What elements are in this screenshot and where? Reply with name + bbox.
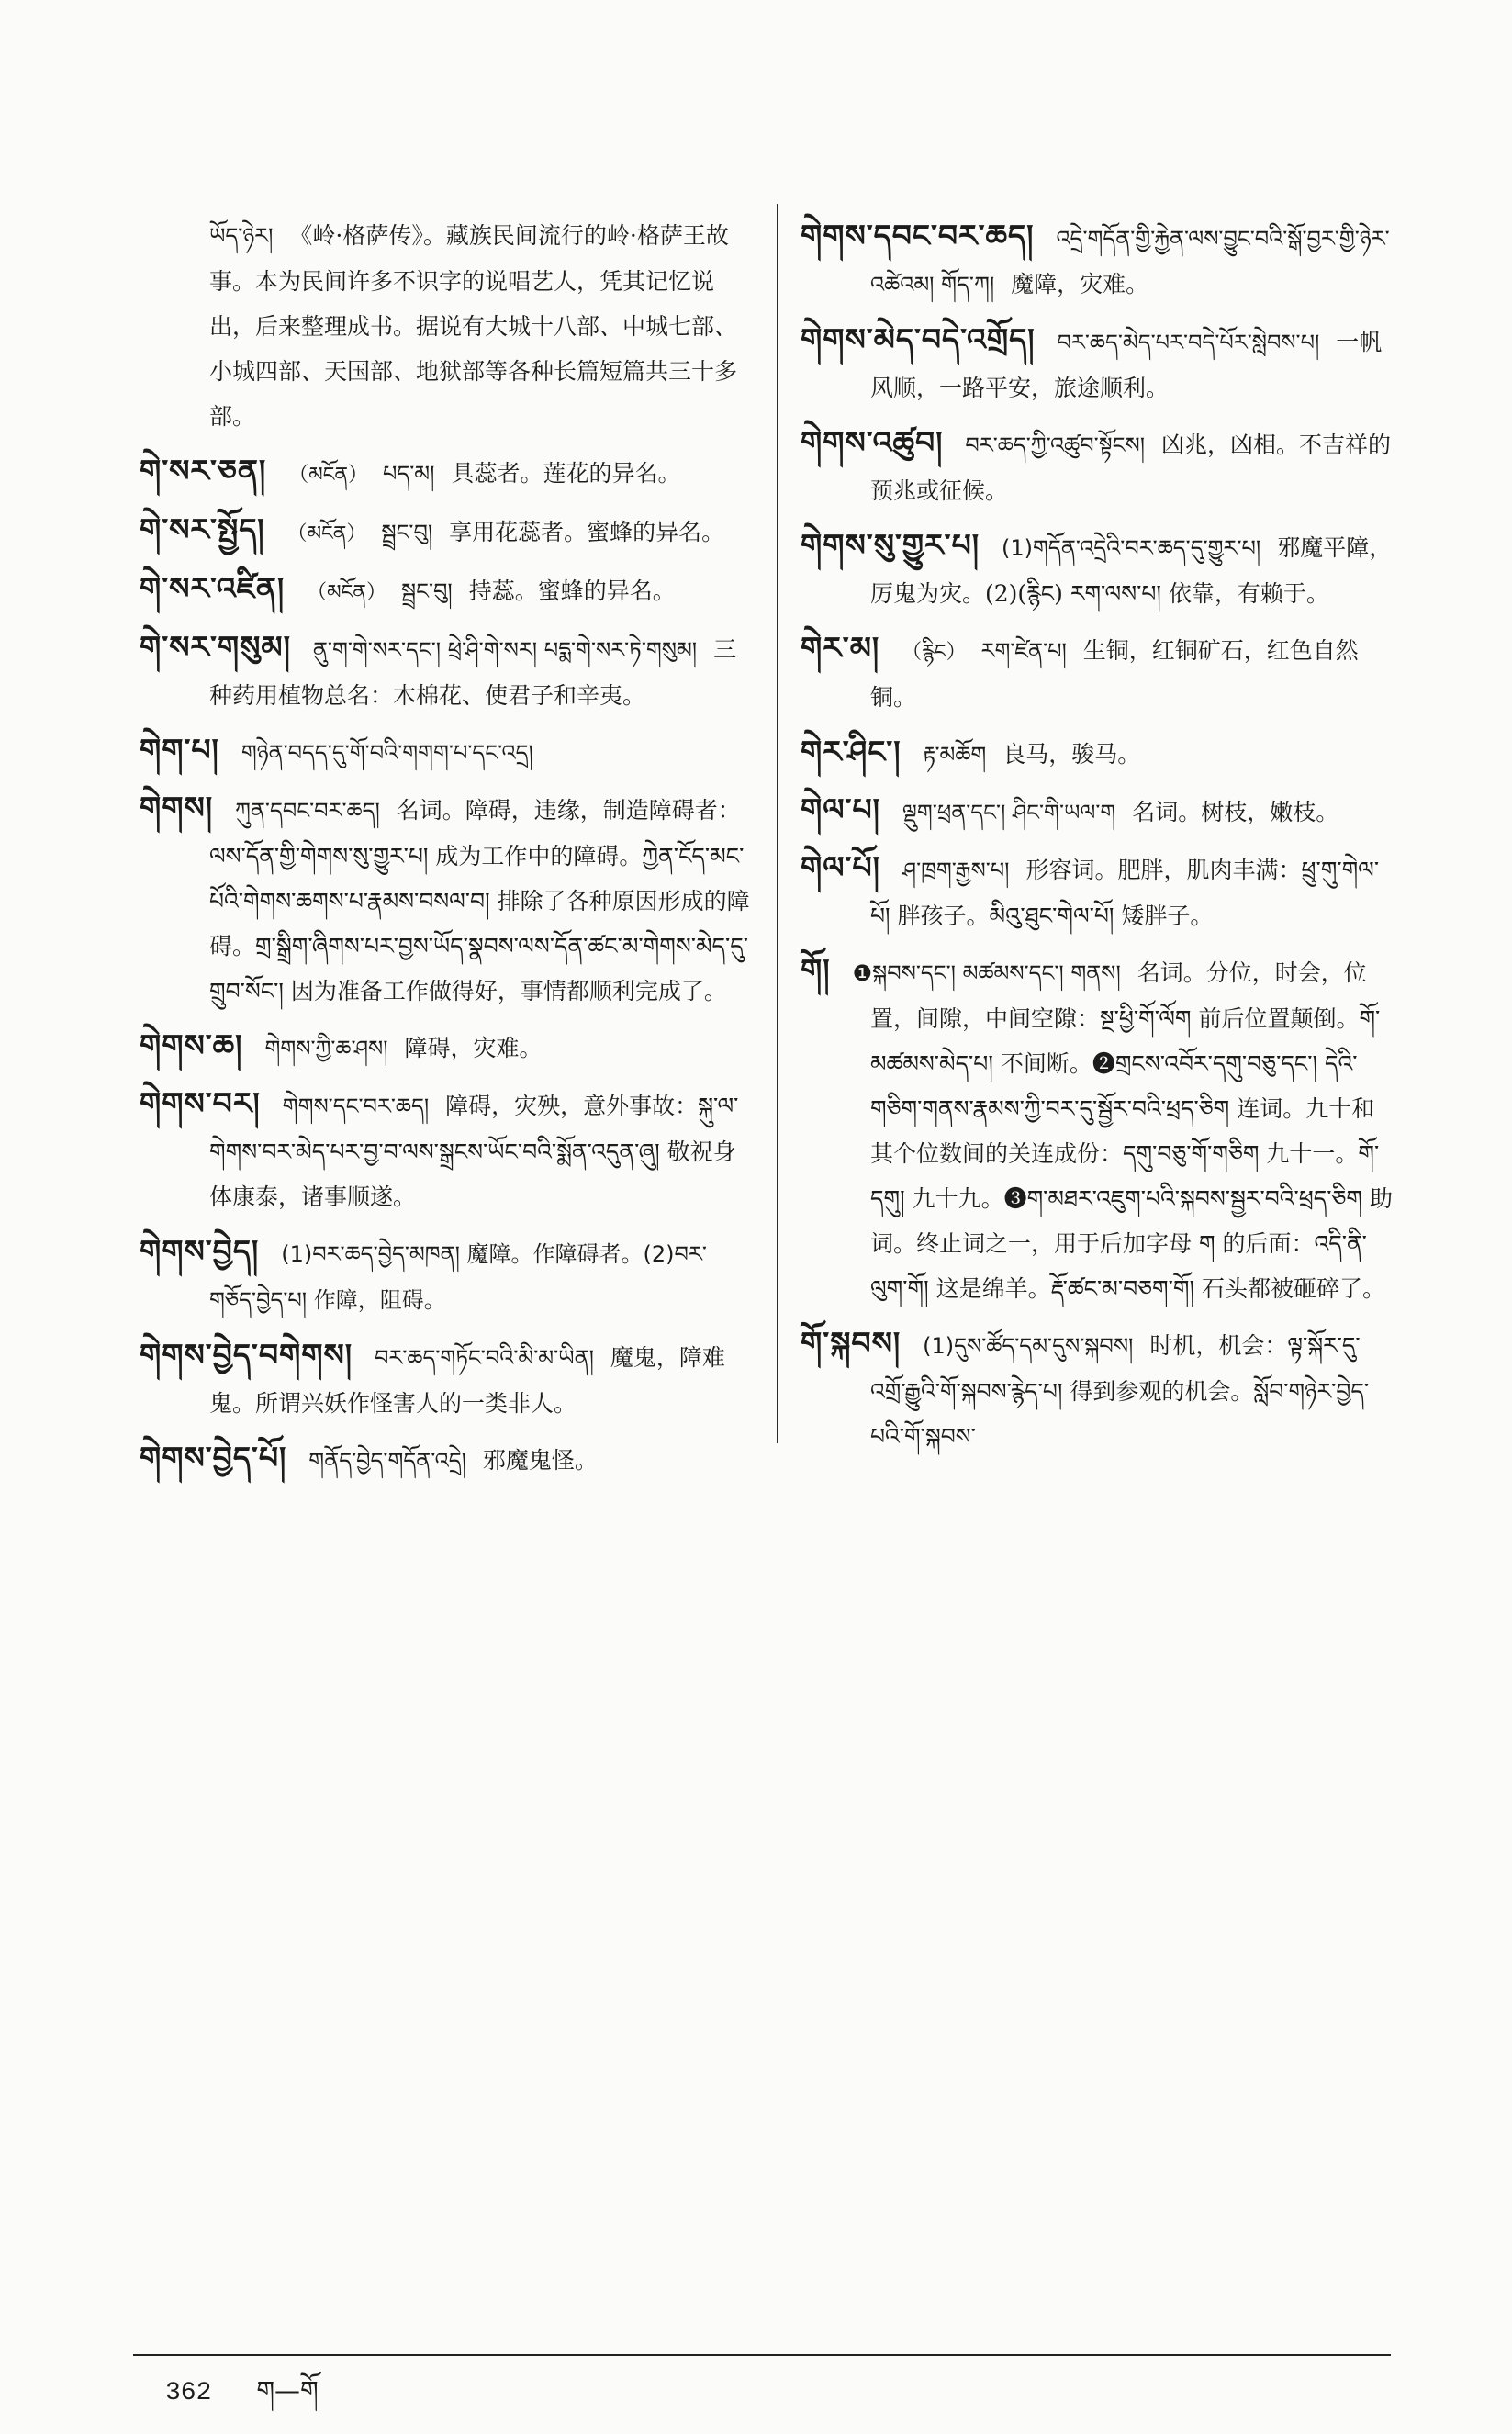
dictionary-entry	[140, 213, 753, 439]
tibetan-definition: ❶སྐབས་དང་། མཚམས་དང་། གནས།	[852, 960, 1121, 986]
tibetan-definition: ཡོད་ཉེར།	[209, 223, 274, 249]
tibetan-definition: རག་ཛེན་པ།	[980, 638, 1067, 664]
headword: གེ་སར་འཛིན།	[140, 570, 286, 606]
dictionary-entry	[801, 729, 1394, 778]
chinese-definition: 生铜，红铜矿石，红色自然铜。	[870, 637, 1359, 711]
dictionary-entry	[140, 1081, 753, 1219]
page-number: 362	[165, 2379, 212, 2407]
tibetan-definition: (1)གདོན་འདྲེའི་བར་ཆད་དུ་གྱུར་པ།	[1002, 535, 1261, 561]
dictionary-entry	[140, 1332, 753, 1426]
page-range: ག—གོ	[256, 2375, 319, 2406]
dictionary-entry	[140, 507, 753, 556]
tibetan-definition: གཉེན་བདད་དུ་གོ་བའི་གགག་པ་དང་འདྲ།	[241, 740, 533, 766]
tibetan-definition: ལྡུག་ཕྲན་དང་། ཤིང་གི་ཡལ་ག	[902, 800, 1116, 825]
headword: གེ་སར་གསུམ།	[140, 629, 291, 665]
headword: གེར་ཤིང་།	[801, 734, 902, 769]
headword: གེལ་པ།	[801, 791, 880, 827]
headword: གེགས་བྱེད།	[140, 1233, 260, 1269]
dictionary-entry	[801, 625, 1394, 720]
dictionary-entry	[140, 448, 753, 498]
headword: གེགས་འཚུབ།	[801, 424, 944, 460]
chinese-definition: 持蕊。蜜蜂的异名。	[468, 578, 676, 604]
chinese-definition: 魔鬼，障难鬼。所谓兴妖作怪害人的一类非人。	[209, 1344, 725, 1417]
headword: གོ་སྐབས།	[801, 1325, 902, 1361]
chinese-definition: 邪魔平障，厉鬼为灾。(2)(རྙིང) རག་ལས་པ། 依靠，有赖于。	[870, 534, 1393, 607]
tibetan-definition: སྦྲང་བུ།	[400, 578, 453, 604]
chinese-definition: 名词。分位，时会，位置，间隙，中间空隙：སྔ་ཕྱི་གོ་ལོག 前后位置颠倒。གོ་མཚམས་མེད་པ། 不间断。❷གྲངས་འབོར་དགུ་བཅུ་དང་། དེའི་གཅིག་གནས་རྣམས་ཀྱི་བར་དུ་སྦྱོར་བའི་ཕྲད་ཅིག 连词。九十和其个位数间的关连成份：དགུ་བཅུ་གོ་གཅིག 九十一。གོ་དགུ། 九十九。❸ག་མཐར་འཇུག་པའི་སྐབས་སྦྱར་བའི་ཕྲད་ཅིག 助词。终止词之一，用于后加字母 ག 的后面：འདི་ནི་ལུག་གོ། 这是绵羊。རྡོ་ཚང་མ་བཅག་གོ། 石头都被砸碎了。	[870, 959, 1393, 1302]
dictionary-entry	[801, 1320, 1394, 1459]
chinese-definition: 享用花蕊者。蜜蜂的异名。	[449, 519, 725, 545]
tibetan-definition: འདྲེ་གདོན་གྱི་རྐྱེན་ལས་བྱུང་བའི་སྒོ་བྱར་གྱི་ཉེར་འཚེའམ། གོད་ཀ།	[870, 226, 1390, 297]
dictionary-entry	[140, 566, 753, 615]
register-note: （མངོན）	[286, 522, 367, 545]
tibetan-definition: ཀུན་དབང་བར་ཆད།	[235, 798, 380, 824]
chinese-definition: 三种药用植物总名：木棉花、使君子和辛夷。	[209, 636, 737, 709]
dictionary-entry	[140, 1228, 753, 1323]
register-note: （མངོན）	[307, 581, 386, 604]
chinese-definition: 《岭·格萨传》。藏族民间流行的岭·格萨王故事。本为民间许多不识字的说唱艺人，凭其记忆说出，后来整理成书。据说有大城十八部、中城七部、小城四部、天国部、地狱部等各种长篇短篇共三十多部。	[209, 222, 738, 430]
dictionary-entry	[801, 317, 1394, 410]
chinese-definition: 具蕊者。莲花的异名。	[451, 460, 681, 487]
tibetan-definition: གེགས་ཀྱི་ཆ་ཤས།	[264, 1036, 388, 1061]
headword: གེགས་སུ་གྱུར་པ།	[801, 527, 980, 563]
dictionary-entry	[801, 522, 1394, 616]
tibetan-definition: གེགས་དང་བར་ཆད།	[282, 1094, 430, 1119]
dictionary-entry	[801, 787, 1394, 836]
tibetan-definition: ནུ་ག་གེ་སར་དང་། ཕྲེ་ཤི་གེ་སར། པདྨ་གེ་སར་ཏེ་གསུམ།	[312, 637, 698, 663]
tibetan-definition: (1)བར་ཆད་བྱེད་མཁན། 魔障。作障碍者。(2)བར་གཅོད་བྱེད་པ། 作障，阻碍。	[209, 1241, 707, 1313]
headword: གེལ་པོ།	[801, 849, 880, 885]
register-note: （མངོན）	[288, 464, 369, 487]
headword: གེགས་ཆ།	[140, 1027, 243, 1063]
dictionary-entry	[801, 948, 1394, 1311]
chinese-definition: 名词。障碍，违缘，制造障碍者：ལས་དོན་གྱི་གེགས་སུ་གྱུར་པ། 成为工作中的障碍。ཀྱེན་ངོད་མང་པོའི་གེགས་ཆགས་པ་རྣམས་བསལ་བ། 排除了各种原因形成的障碍。གྲ་སྒྲིག་ཞིགས་པར་བྱས་ཡོད་སྣབས་ལས་དོན་ཚང་མ་གེགས་མེད་དུ་གྲུབ་སོང་། 因为准备工作做得好，事情都顺利完成了。	[209, 797, 750, 1004]
headword: གོ།	[801, 952, 831, 988]
chinese-definition: 名词。树枝，嫩枝。	[1132, 799, 1339, 825]
headword: གེ་སར་ཅན།	[140, 453, 267, 488]
dictionary-entry	[140, 1023, 753, 1071]
tibetan-definition: པད་མ།	[382, 461, 435, 487]
tibetan-definition: བར་ཆད་གཏོང་བའི་མི་མ་ཡིན།	[375, 1345, 594, 1371]
chinese-definition: 良马，骏马。	[1002, 741, 1141, 768]
headword: གེག་པ།	[140, 732, 219, 768]
headword: གེགས་མེད་བདེ་འགྲོད།	[801, 321, 1036, 357]
tibetan-definition: གནོད་བྱེད་གདོན་འདྲེ།	[308, 1448, 466, 1474]
headword: གེགས་བར།	[140, 1085, 261, 1121]
headword: གེགས་བྱེད་པོ།	[140, 1440, 287, 1475]
headword: གེ་སར་སྤྱོད།	[140, 511, 265, 547]
tibetan-definition: རྟ་མཆོག	[923, 742, 987, 768]
chinese-definition: 形容词。肥胖，肌肉丰满：ཕྲུ་གུ་གེལ་པོ། 胖孩子。མིའུ་ཐུང་གེལ་པོ། 矮胖子。	[870, 857, 1380, 929]
headword: གེགས་དབང་བར་ཆད།	[801, 218, 1035, 253]
tibetan-definition: (1)དུས་ཚོད་དམ་དུས་སྐབས།	[923, 1333, 1134, 1359]
chinese-definition: 凶兆，凶相。不吉祥的预兆或征候。	[870, 432, 1391, 504]
left-column	[140, 213, 753, 1493]
dictionary-entry	[801, 845, 1394, 938]
headword: གེར་མ།	[801, 630, 880, 666]
chinese-definition: 时机，机会：ལྟ་སྐོར་དུ་འགྲོ་རྒྱུའི་གོ་སྐབས་རྙེད་པ། 得到参观的机会。སློབ་གཉེར་བྱེད་པའི་གོ་སྐབས་	[870, 1332, 1370, 1450]
dictionary-entry	[801, 213, 1394, 308]
page-footer	[165, 2361, 319, 2434]
headword: གེགས་བྱེད་བགེགས།	[140, 1337, 353, 1373]
chinese-definition: 邪魔鬼怪。	[482, 1447, 598, 1474]
chinese-definition: 魔障，灾难。	[1011, 271, 1149, 297]
tibetan-definition: སྦྲང་བུ།	[381, 520, 433, 545]
chinese-definition: 一帆风顺，一路平安，旅途顺利。	[870, 329, 1383, 401]
footer-rule	[133, 2354, 1391, 2356]
headword: གེགས།	[140, 790, 214, 825]
tibetan-definition: བར་ཆད་ཀྱི་འཚུབ་སྟོངས།	[965, 432, 1146, 458]
column-divider	[777, 204, 778, 1443]
tibetan-definition: ཤ་ཁྲག་རྒྱས་པ།	[902, 858, 1010, 883]
tibetan-definition: བར་ཆད་མེད་པར་བདེ་པོར་སླེབས་པ།	[1057, 330, 1320, 355]
right-column	[801, 213, 1394, 1468]
register-note: （རྙིང）	[902, 641, 967, 664]
dictionary-entry	[140, 624, 753, 718]
dictionary-entry	[140, 1435, 753, 1484]
dictionary-entry	[140, 727, 753, 776]
chinese-definition: 障碍，灾殃，意外事故：སྐུ་ལ་གེགས་བར་མེད་པར་བྱ་བ་ལས་སྒྲངས་ཡོང་བའི་སྨོན་འདུན་ཞུ། 敬祝身体康泰，诸事顺遂。	[209, 1093, 739, 1210]
dictionary-entry	[140, 785, 753, 1014]
chinese-definition: 障碍，灾难。	[404, 1035, 543, 1061]
dictionary-entry	[801, 420, 1394, 513]
